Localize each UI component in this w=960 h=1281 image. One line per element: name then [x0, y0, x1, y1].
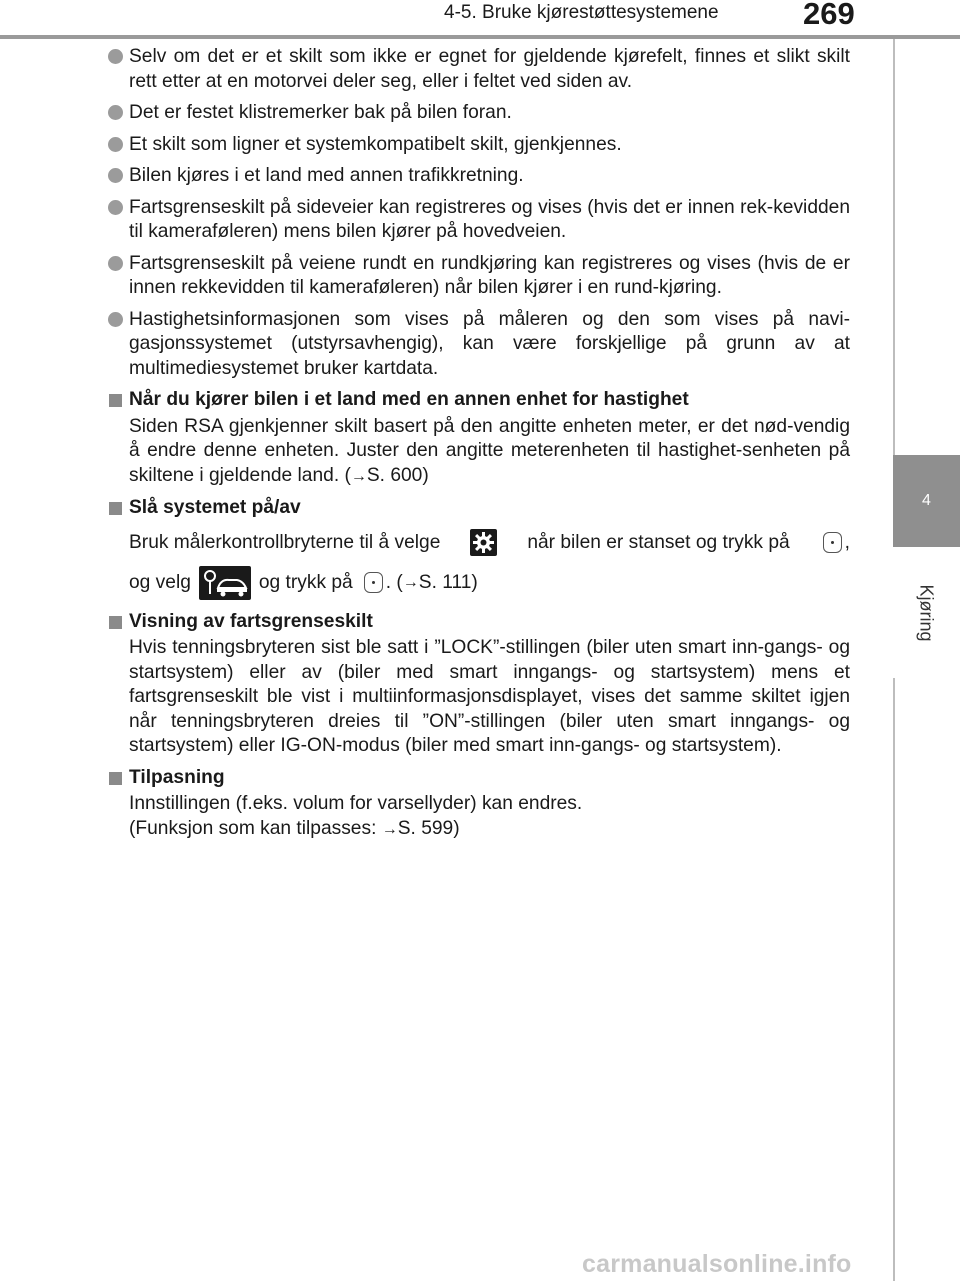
list-item-text: Det er festet klistremerker bak på bilen foran.: [129, 102, 512, 123]
chapter-label-box: [893, 548, 960, 678]
list-item-text: Fartsgrenseskilt på veiene rundt en rundkjøring kan registreres og vises (hvis de er innen rekkevidden til kameraføleren) når bilen kjører i en rund-kjøring.: [129, 252, 850, 298]
arrow-right-icon: →: [402, 573, 419, 591]
chapter-number: 4: [922, 492, 931, 509]
gear-icon-graphic: [470, 529, 497, 556]
section-body-display: [108, 636, 850, 759]
body-text: og velg: [129, 571, 191, 593]
ok-button-icon: [823, 532, 842, 553]
bullet-icon: [108, 200, 123, 215]
section-body-unit: [108, 415, 850, 490]
body-text: ,: [844, 531, 850, 553]
list-item-text: Hastighetsinformasjonen som vises på måleren og den som vises på navi-gasjonssystemet (utstyrsavhengig), kan være forskjellige på grunn av at multimediesystemet bruker kartdata.: [129, 308, 850, 379]
section-heading-display: [108, 610, 850, 635]
rsa-icon-graphic: [199, 566, 251, 600]
list-item: [108, 133, 850, 158]
section-marker-icon: [109, 394, 122, 407]
page-reference-link[interactable]: S. 600): [366, 464, 429, 486]
body-line: [129, 563, 850, 603]
section-title: 4-5. Bruke kjørestøttesystemene: [444, 2, 719, 23]
body-text: (Funksjon som kan tilpasses:: [129, 817, 382, 839]
rsa-car-sign-icon: [199, 566, 251, 600]
section-heading-text: Når du kjører bilen i et land med en annen enhet for hastighet: [129, 389, 689, 410]
body-text: Hvis tenningsbryteren sist ble satt i ”LOCK”-stillingen (biler uten smart inn-gangs- og startsystem) eller av (biler med smart inngangs- og startsystem) mens et fartsgrenseskilt ble vist i multiinformasjonsdisplayet, vises det samme skiltet igjen når tenningsbryteren dreies til ”ON”-stillingen (biler uten smart inngangs- og startsystem) eller IG-ON-modus (biler med smart inn-gangs- og startsystem).: [129, 637, 850, 756]
body-text: Innstillingen (f.eks. volum for varsellyder) kan endres.: [129, 793, 583, 814]
body-text: . (: [385, 571, 403, 593]
body-text: og trykk på: [258, 571, 353, 593]
section-heading-unit: [108, 388, 850, 413]
page-number: 269: [803, 0, 855, 31]
gear-settings-icon: [470, 529, 497, 556]
ok-ref-group: [361, 563, 478, 603]
bullet-icon: [108, 105, 123, 120]
side-tab-rule-lower: [893, 678, 895, 1281]
section-marker-icon: [109, 616, 122, 629]
list-item: [108, 164, 850, 189]
list-item-text: Bilen kjøres i et land med annen trafikkretning.: [129, 165, 524, 186]
list-item: [108, 252, 850, 301]
section-heading-text: Slå systemet på/av: [129, 497, 301, 518]
bullet-icon: [108, 168, 123, 183]
list-item: [108, 308, 850, 382]
body-text: Siden RSA gjenkjenner skilt basert på den angitte enheten meter, er det nød-vendig å endre denne enheten. Juster den angitte meterenheten til hastighet-senheten på skiltene i gjeldende land. (: [129, 415, 850, 486]
bullet-icon: [108, 49, 123, 64]
arrow-right-icon: →: [381, 820, 398, 838]
arrow-right-icon: →: [350, 467, 367, 485]
body-line: [129, 523, 850, 563]
list-item: [108, 45, 850, 94]
list-item: [108, 101, 850, 126]
bullet-icon: [108, 312, 123, 327]
bullet-icon: [108, 137, 123, 152]
page-reference-link[interactable]: S. 111): [418, 571, 478, 593]
body-line: [129, 817, 850, 843]
side-tab-rule: [893, 39, 895, 455]
watermark: carmanualsonline.info: [582, 1250, 852, 1278]
chapter-tab: [893, 455, 960, 547]
section-body-onoff: [108, 523, 850, 603]
ok-group: [820, 523, 850, 563]
body-text: når bilen er stanset og trykk på: [527, 531, 790, 553]
chapter-label: Kjøring: [916, 584, 937, 642]
bullet-icon: [108, 256, 123, 271]
list-item-text: Fartsgrenseskilt på sideveier kan registreres og vises (hvis det er innen rek-kevidden til kameraføleren) mens bilen kjører på hovedveien.: [129, 196, 850, 242]
section-heading-text: Visning av fartsgrenseskilt: [129, 610, 373, 632]
section-body-custom: [108, 792, 850, 842]
list-item: [108, 196, 850, 245]
list-item-text: Selv om det er et skilt som ikke er egnet for gjeldende kjørefelt, finnes et slikt skilt rett etter at en motorvei deler seg, eller i feltet ved siden av.: [129, 46, 850, 92]
section-heading-text: Tilpasning: [129, 766, 225, 788]
header-divider: [0, 35, 960, 39]
ok-button-icon: [364, 572, 383, 593]
section-heading-onoff: [108, 496, 850, 521]
list-item-text: Et skilt som ligner et systemkompatibelt skilt, gjenkjennes.: [129, 133, 622, 155]
section-marker-icon: [109, 772, 122, 785]
section-marker-icon: [109, 502, 122, 515]
page-reference-link[interactable]: S. 599): [397, 817, 460, 839]
section-heading-custom: [108, 766, 850, 791]
body-text: Bruk målerkontrollbryterne til å velge: [129, 531, 441, 553]
page-content: [108, 45, 850, 848]
